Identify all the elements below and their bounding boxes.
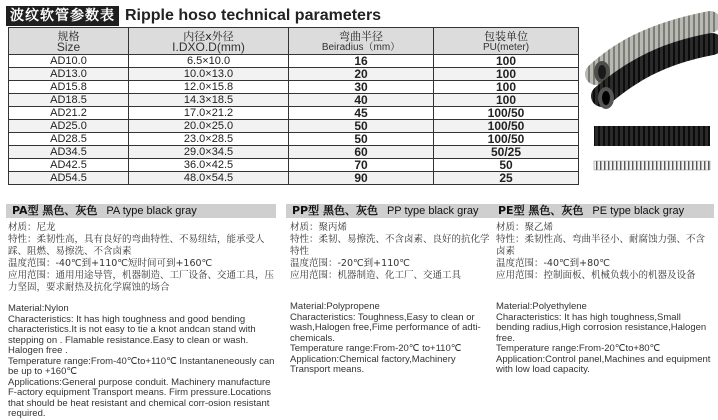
table-row xyxy=(9,159,579,172)
pa-material-zh: 材质：尼龙 xyxy=(8,222,56,233)
pp-material-zh: 材质：聚丙烯 xyxy=(290,222,348,233)
cell-diameter: 14.3×18.5 xyxy=(129,94,289,107)
cell-packing-unit: 100/50 xyxy=(434,107,579,120)
spec-table xyxy=(8,27,579,185)
pe-material-zh: 材质：聚乙烯 xyxy=(496,222,554,233)
cell-size: AD54.5 xyxy=(9,172,129,185)
pp-material-en: Material:Polypropene xyxy=(290,301,380,312)
page-header xyxy=(6,5,381,27)
table-row xyxy=(9,94,579,107)
cell-size: AD25.0 xyxy=(9,120,129,133)
pe-description xyxy=(496,222,714,376)
page-title: Ripple hoso technical parameters xyxy=(125,7,382,24)
type-bar-pp xyxy=(286,204,492,218)
type-title-pa-en: PA type black gray xyxy=(106,205,197,217)
hose-illustration xyxy=(588,14,716,192)
cell-bend-radius: 90 xyxy=(289,172,434,185)
table-row xyxy=(9,55,579,68)
table-row xyxy=(9,146,579,159)
type-title-pa-zh: PA型 黑色、灰色 xyxy=(12,204,98,217)
cell-packing-unit: 100/50 xyxy=(434,120,579,133)
pe-material-en: Material:Polyethylene xyxy=(496,301,587,312)
pp-characteristics-en: Characteristics: Toughness,Easy to clean or wash,Halogen free,Fime performance of adti-chemicals. xyxy=(290,311,481,344)
pe-application-en: Application:Control panel,Machines and equipment with low load capacity. xyxy=(496,353,711,375)
cell-packing-unit: 25 xyxy=(434,172,579,185)
cell-packing-unit: 100 xyxy=(434,81,579,94)
product-photos xyxy=(588,14,716,192)
cell-diameter: 23.0×28.5 xyxy=(129,133,289,146)
table-row xyxy=(9,68,579,81)
cell-diameter: 6.5×10.0 xyxy=(129,55,289,68)
cell-packing-unit: 100 xyxy=(434,55,579,68)
cell-diameter: 20.0×25.0 xyxy=(129,120,289,133)
column-header-diameter: 内径x外径 I.DXO.D(mm) xyxy=(129,28,289,55)
cell-bend-radius: 16 xyxy=(289,55,434,68)
table-row xyxy=(9,133,579,146)
cell-diameter: 17.0×21.2 xyxy=(129,107,289,120)
cell-diameter: 29.0×34.5 xyxy=(129,146,289,159)
cell-bend-radius: 50 xyxy=(289,120,434,133)
table-header-row xyxy=(9,28,579,55)
table-row xyxy=(9,172,579,185)
cell-packing-unit: 50 xyxy=(434,159,579,172)
cell-bend-radius: 70 xyxy=(289,159,434,172)
cell-bend-radius: 50 xyxy=(289,133,434,146)
cell-diameter: 36.0×42.5 xyxy=(129,159,289,172)
pe-temperature-zh: 温度范围：-40℃到+80℃ xyxy=(496,258,610,269)
cell-packing-unit: 100 xyxy=(434,68,579,81)
cell-bend-radius: 40 xyxy=(289,94,434,107)
type-bar-pe xyxy=(492,204,714,218)
title-badge-zh: 波纹软管参数表 xyxy=(6,6,119,26)
cell-size: AD28.5 xyxy=(9,133,129,146)
cell-size: AD13.0 xyxy=(9,68,129,81)
pe-application-zh: 应用范围：控制面板、机械负载小的机器及设备 xyxy=(496,270,696,281)
pp-description xyxy=(290,222,490,376)
cell-diameter: 12.0×15.8 xyxy=(129,81,289,94)
cell-bend-radius: 20 xyxy=(289,68,434,81)
pa-description xyxy=(8,222,280,420)
table-row xyxy=(9,107,579,120)
type-title-pp-zh: PP型 黑色、灰色 xyxy=(292,204,378,217)
cell-diameter: 48.0×54.5 xyxy=(129,172,289,185)
cell-packing-unit: 100/50 xyxy=(434,133,579,146)
cell-size: AD18.5 xyxy=(9,94,129,107)
cell-bend-radius: 45 xyxy=(289,107,434,120)
pa-application-en: Applications:General purpose conduit. Machinery manufacture F-actory equipment Transport means. Firm pressure.Locations that should be heat resistant and chemical corr-osion resistant required. xyxy=(8,376,271,419)
type-title-pp-en: PP type black gray xyxy=(386,205,479,217)
cell-size: AD21.2 xyxy=(9,107,129,120)
pp-application-zh: 应用范围：机器制造、化工厂、交通工具 xyxy=(290,270,462,281)
pp-characteristics-zh: 特性：柔韧、易擦洗、不含卤素、良好的抗化学特性 xyxy=(290,234,490,257)
pp-temperature-application-en: Temperature range:From-20℃ to+110℃ Application:Chemical factory,Machinery Transport means. xyxy=(290,343,462,375)
table-row xyxy=(9,120,579,133)
pa-material-en: Material:Nylon xyxy=(8,303,69,314)
cell-size: AD42.5 xyxy=(9,159,129,172)
column-header-packing-unit: 包装单位 PU(meter) xyxy=(434,28,579,55)
cell-diameter: 10.0×13.0 xyxy=(129,68,289,81)
type-bar-pa xyxy=(6,204,276,218)
pa-temperature-en: Temperature range:From-40℃to+110℃ Instantaneneously can be up to +160℃ xyxy=(8,355,275,377)
pa-characteristics-en: Characteristics: It has high toughness and good bending characteristics.It is not easy to tie a knot andcan stand with stepping on . Flamable resistance.Easy to clean or wash. Halogen free . xyxy=(8,313,256,356)
pe-characteristics-en: Characteristics: It has high toughness,Small bending radius,High corrosion resistance,Halogen free. xyxy=(496,311,707,344)
cell-size: AD34.5 xyxy=(9,146,129,159)
thin-hose-image xyxy=(594,161,710,170)
type-title-pe-zh: PE型 黑色、灰色 xyxy=(498,204,584,217)
column-header-bend-radius: 弯曲半径 Beiradius（mm） xyxy=(289,28,434,55)
pe-characteristics-zh: 特性：柔韧性高、弯曲半径小、耐腐蚀力强、不含卤素 xyxy=(496,234,706,257)
pe-temperature-en: Temperature range:From-20℃to+80℃ xyxy=(496,343,661,354)
pa-temperature-zh: 温度范围：-40℃到+110℃短时间可到+160℃ xyxy=(8,258,213,269)
pa-application-zh: 应用范围：通用用途导管，机器制造、工厂设备、交通工具，压力坚固，要求耐热及抗化学腐蚀的场合 xyxy=(8,270,275,293)
cell-size: AD15.8 xyxy=(9,81,129,94)
cell-bend-radius: 60 xyxy=(289,146,434,159)
type-title-pe-en: PE type black gray xyxy=(592,205,685,217)
cell-packing-unit: 100 xyxy=(434,94,579,107)
black-straight-hose-image xyxy=(594,126,710,146)
pp-temperature-zh: 温度范围：-20℃到+110℃ xyxy=(290,258,410,269)
pa-characteristics-zh: 特性：柔韧性高，具有良好的弯曲特性、不易纽结，能承受人踩、阻燃、易擦洗、不含卤素 xyxy=(8,234,265,257)
cell-bend-radius: 30 xyxy=(289,81,434,94)
table-row xyxy=(9,81,579,94)
cell-size: AD10.0 xyxy=(9,55,129,68)
column-header-size: 规格 Size xyxy=(9,28,129,55)
cell-packing-unit: 50/25 xyxy=(434,146,579,159)
